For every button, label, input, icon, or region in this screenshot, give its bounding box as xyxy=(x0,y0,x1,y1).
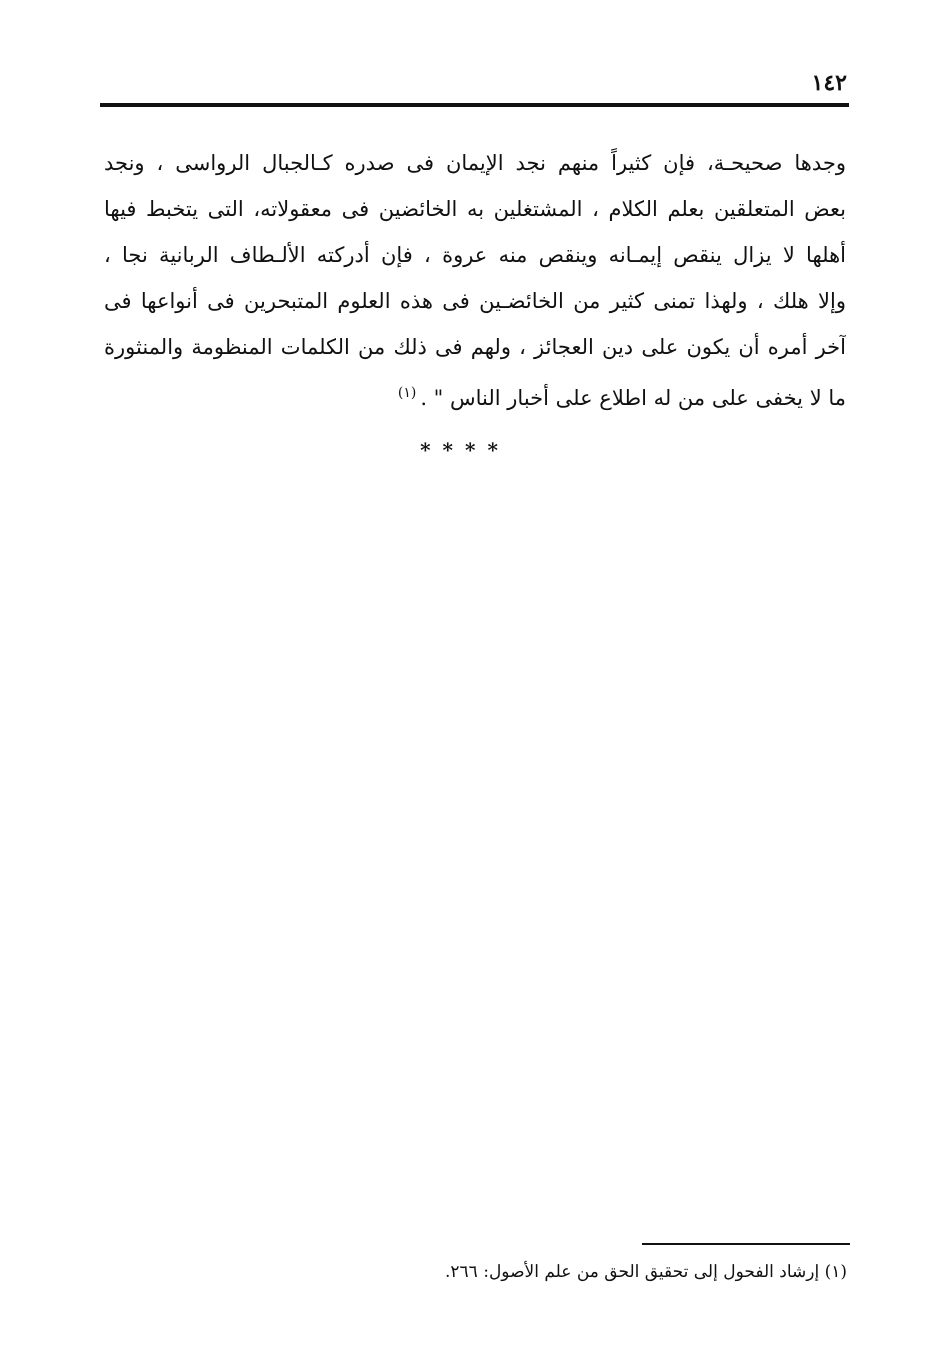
footnote-rule xyxy=(642,1243,850,1245)
body-line-last xyxy=(104,370,846,421)
body-text xyxy=(104,140,846,421)
body-line: وجدها صحيحـة، فإن كثيراً منهم نجد الإيمان فى صدره كـالجبال الرواسى ، ونجد xyxy=(104,151,846,175)
page-number: ١٤٢ xyxy=(811,70,847,96)
body-line: بعض المتعلقين بعلم الكلام ، المشتغلين به الخائضين فى معقولاته، التى يتخبط فيها xyxy=(104,197,846,221)
footnote-marker[interactable]: (١) xyxy=(397,385,417,401)
section-divider: **** xyxy=(420,438,510,462)
body-line: وإلا هلك ، ولهذا تمنى كثير من الخائضـين فى هذه العلوم المتبحرين فى أنواعها فى xyxy=(104,289,846,313)
header-rule xyxy=(100,103,849,107)
body-line-text: ما لا يخفى على من له اطلاع على أخبار الناس " . xyxy=(420,386,846,410)
body-line: آخر أمره أن يكون على دين العجائز ، ولهم فى ذلك من الكلمات المنظومة والمنثورة xyxy=(104,335,846,359)
body-line: أهلها لا يزال ينقص إيمـانه وينقص منه عروة ، فإن أدركته الألـطاف الربانية نجا ، xyxy=(104,243,846,267)
footnote: (١) إرشاد الفحول إلى تحقيق الحق من علم الأصول: ٢٦٦. xyxy=(445,1262,847,1282)
